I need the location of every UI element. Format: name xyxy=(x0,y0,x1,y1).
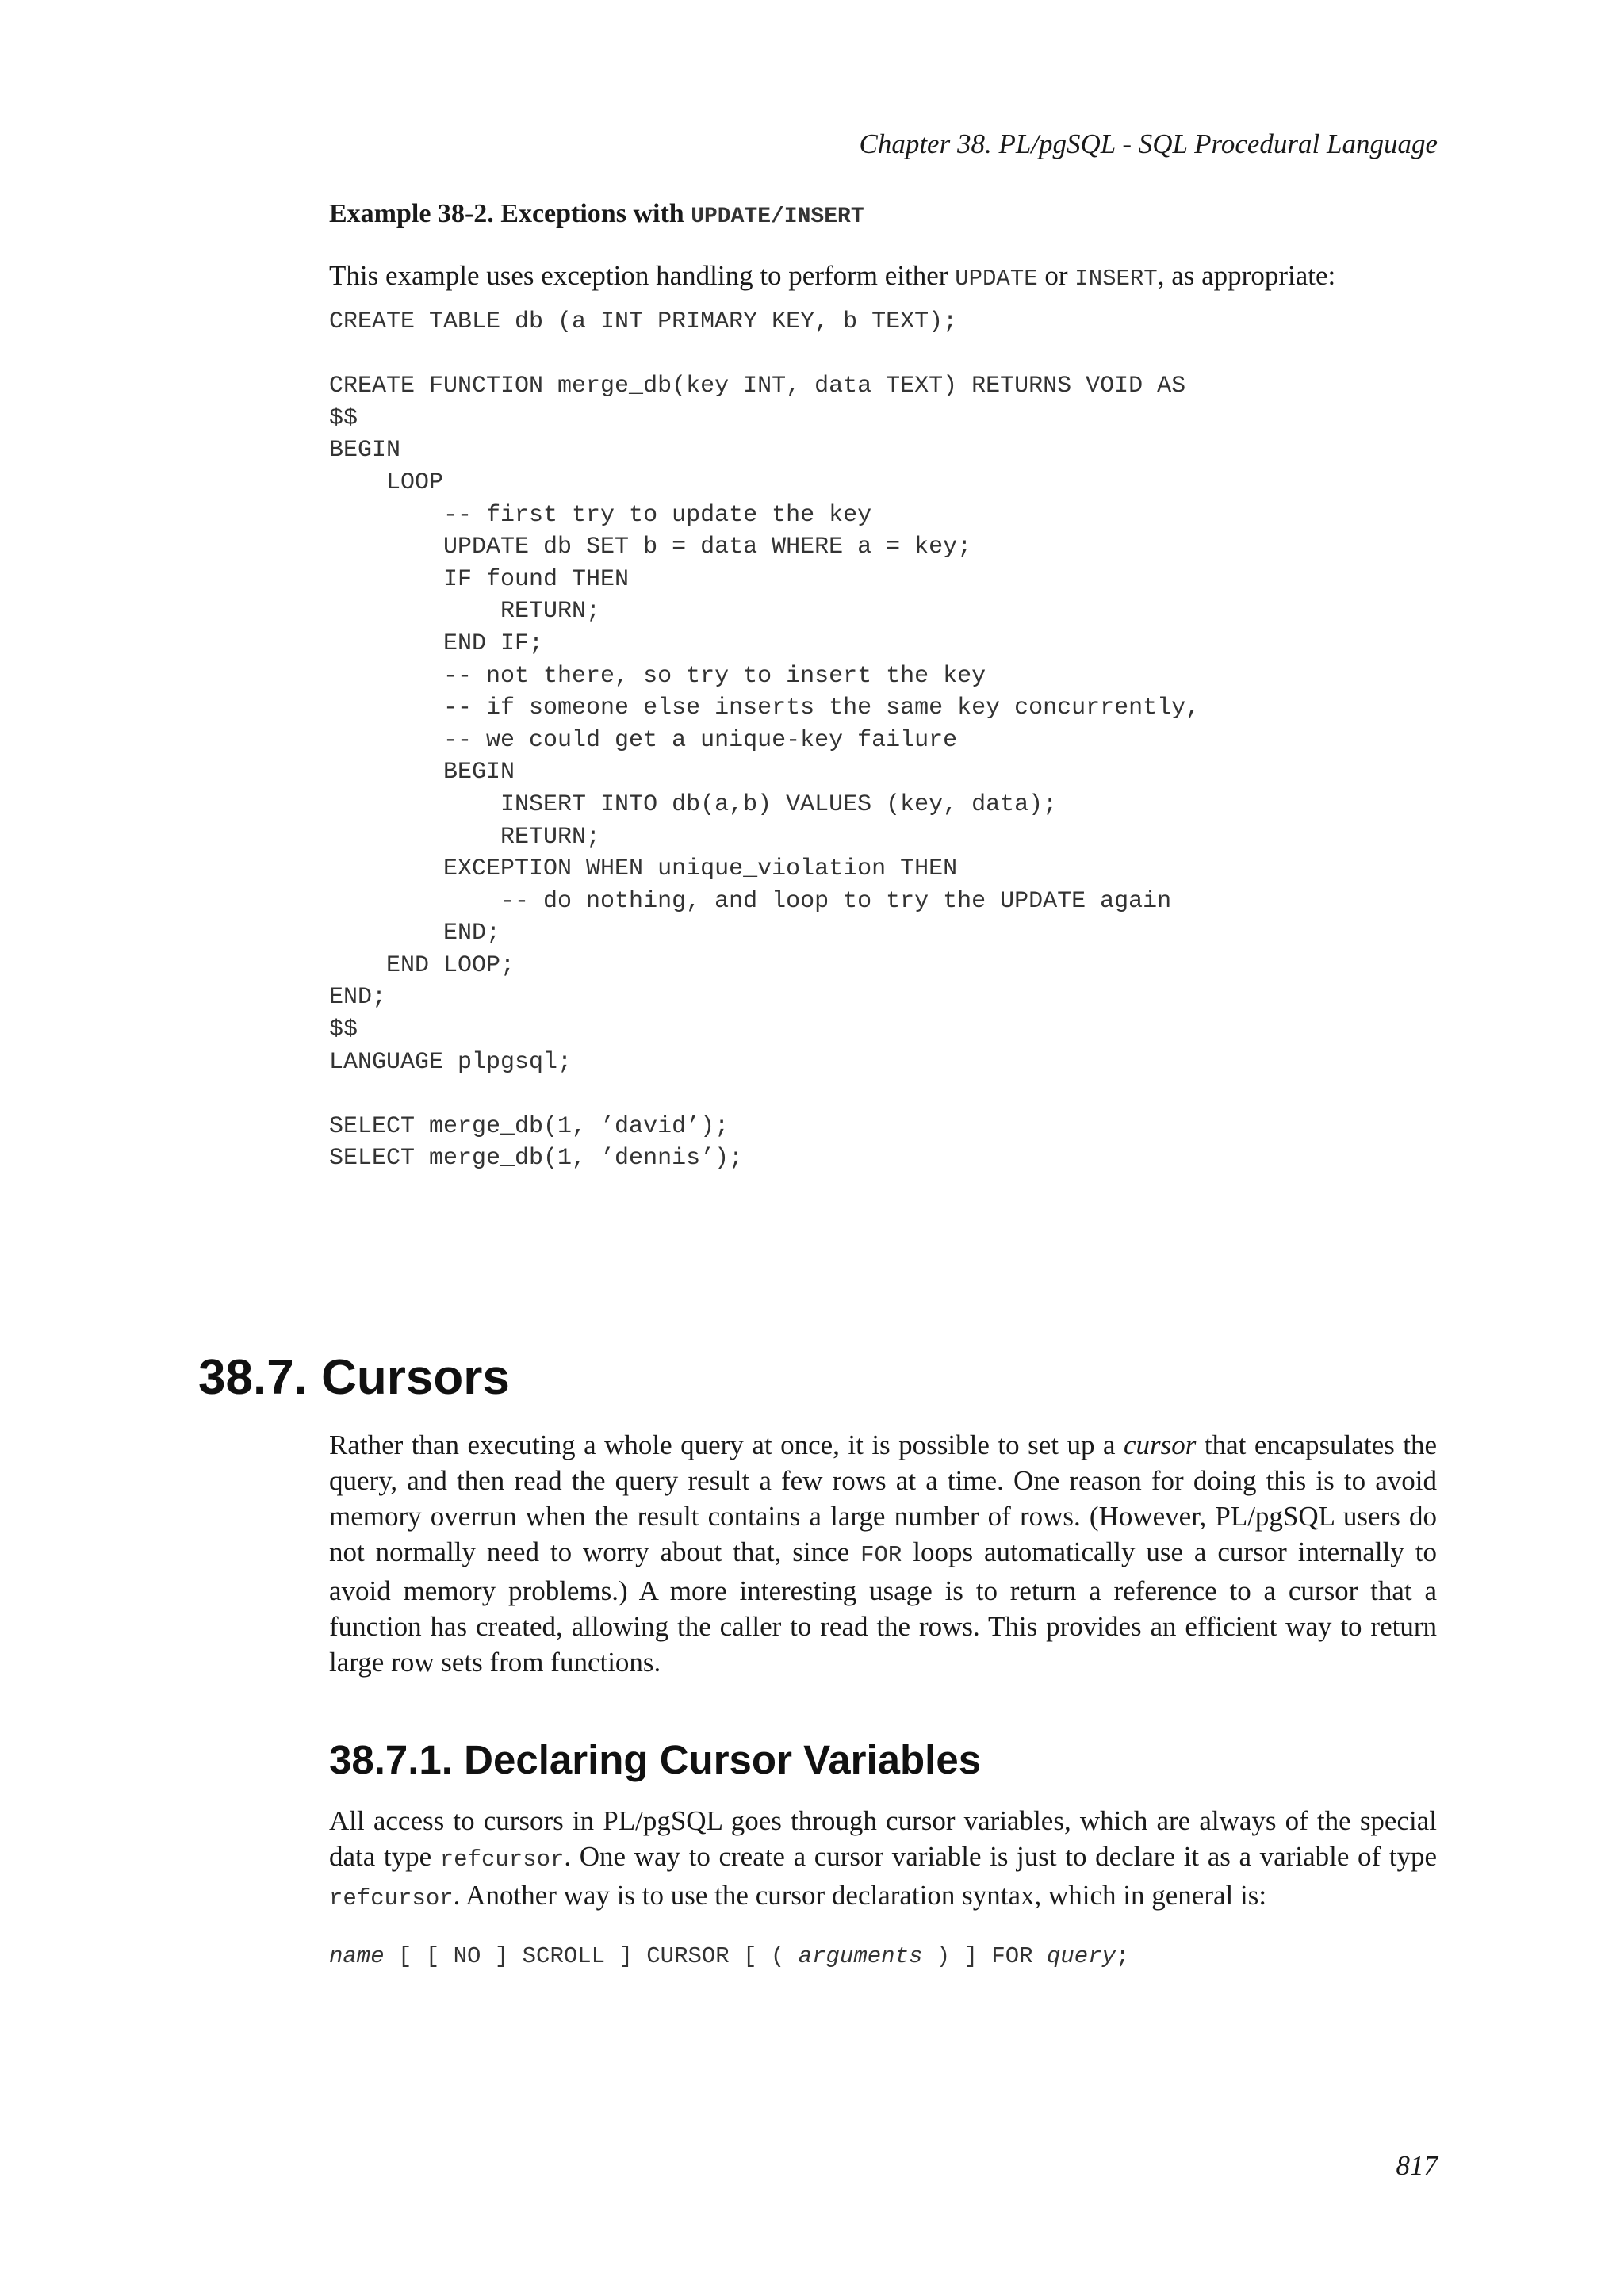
synopsis-query: query xyxy=(1047,1943,1116,1969)
subsection-heading: 38.7.1. Declaring Cursor Variables xyxy=(329,1737,982,1782)
para2-code-refcursor-1: refcursor xyxy=(439,1846,565,1873)
section-paragraph xyxy=(329,1427,1437,1680)
intro-text-after: , as appropriate: xyxy=(1157,260,1336,291)
intro-text-middle: or xyxy=(1037,260,1075,291)
para1-text-c: loops automatically use a cursor internally to avoid memory problems.) A more interesting usage is to return a reference to a cursor that a function has created, allowing the caller to read the rows. This provides an efficient way to return large row sets from functions. xyxy=(329,1536,1437,1678)
example-intro xyxy=(329,258,1335,297)
synopsis-arguments: arguments xyxy=(798,1943,923,1969)
synopsis-name: name xyxy=(329,1943,385,1969)
example-title-code: UPDATE/INSERT xyxy=(691,205,864,229)
intro-code-insert: INSERT xyxy=(1074,266,1158,292)
section-heading: 38.7. Cursors xyxy=(198,1350,510,1405)
intro-code-update: UPDATE xyxy=(955,266,1038,292)
code-listing: CREATE TABLE db (a INT PRIMARY KEY, b TEXT); CREATE FUNCTION merge_db(key INT, data TEXT) RETURNS VOID AS $$ BEGIN LOOP -- first try to update the key UPDATE db SET b = data WHERE a = key; IF found THEN RETURN; END IF; -- not there, so try to insert the key -- if someone else inserts the same key concurrently, -- we could get a unique-key failure BEGIN INSERT INTO db(a,b) VALUES (key, data); RETURN; EXCEPTION WHEN unique_violation THEN -- do nothing, and loop to try the UPDATE again END; END LOOP; END; $$ LANGUAGE plpgsql; SELECT merge_db(1, ’david’); SELECT merge_db(1, ’dennis’); xyxy=(329,308,1201,1173)
para2-text-b: . One way to create a cursor variable is just to declare it as a variable of type xyxy=(564,1841,1437,1872)
example-title-text: Example 38-2. Exceptions with xyxy=(329,199,691,228)
para2-code-refcursor-2: refcursor xyxy=(329,1885,454,1911)
example-title xyxy=(329,197,864,235)
synopsis-end: ; xyxy=(1116,1943,1130,1969)
para2-text-a: All access to cursors in PL/pgSQL goes through cursor variables, which are always of the special data type xyxy=(329,1805,1437,1872)
cursor-syntax-synopsis xyxy=(329,1941,1129,1973)
page-number: 817 xyxy=(1396,2150,1438,2181)
running-header: Chapter 38. PL/pgSQL - SQL Procedural Language xyxy=(859,128,1438,159)
para2-text-c: . Another way is to use the cursor declaration syntax, which in general is: xyxy=(453,1880,1267,1911)
synopsis-part1: [ [ NO ] SCROLL ] CURSOR [ ( xyxy=(384,1943,799,1969)
para1-emphasis-cursor: cursor xyxy=(1124,1429,1197,1460)
para1-text-a: Rather than executing a whole query at once, it is possible to set up a xyxy=(329,1429,1124,1460)
subsection-paragraph xyxy=(329,1803,1437,1916)
para1-text-b: that encapsulates the query, and then read the query result a few rows at a time. One reason for doing this is to avoid memory overrun when the result contains a large number of rows. (However, PL/pgSQL users do not normally need to worry about that, since xyxy=(329,1429,1437,1567)
para1-code-for: FOR xyxy=(860,1542,902,1568)
synopsis-part2: ) ] FOR xyxy=(922,1943,1047,1969)
intro-text-before: This example uses exception handling to perform either xyxy=(329,260,956,291)
